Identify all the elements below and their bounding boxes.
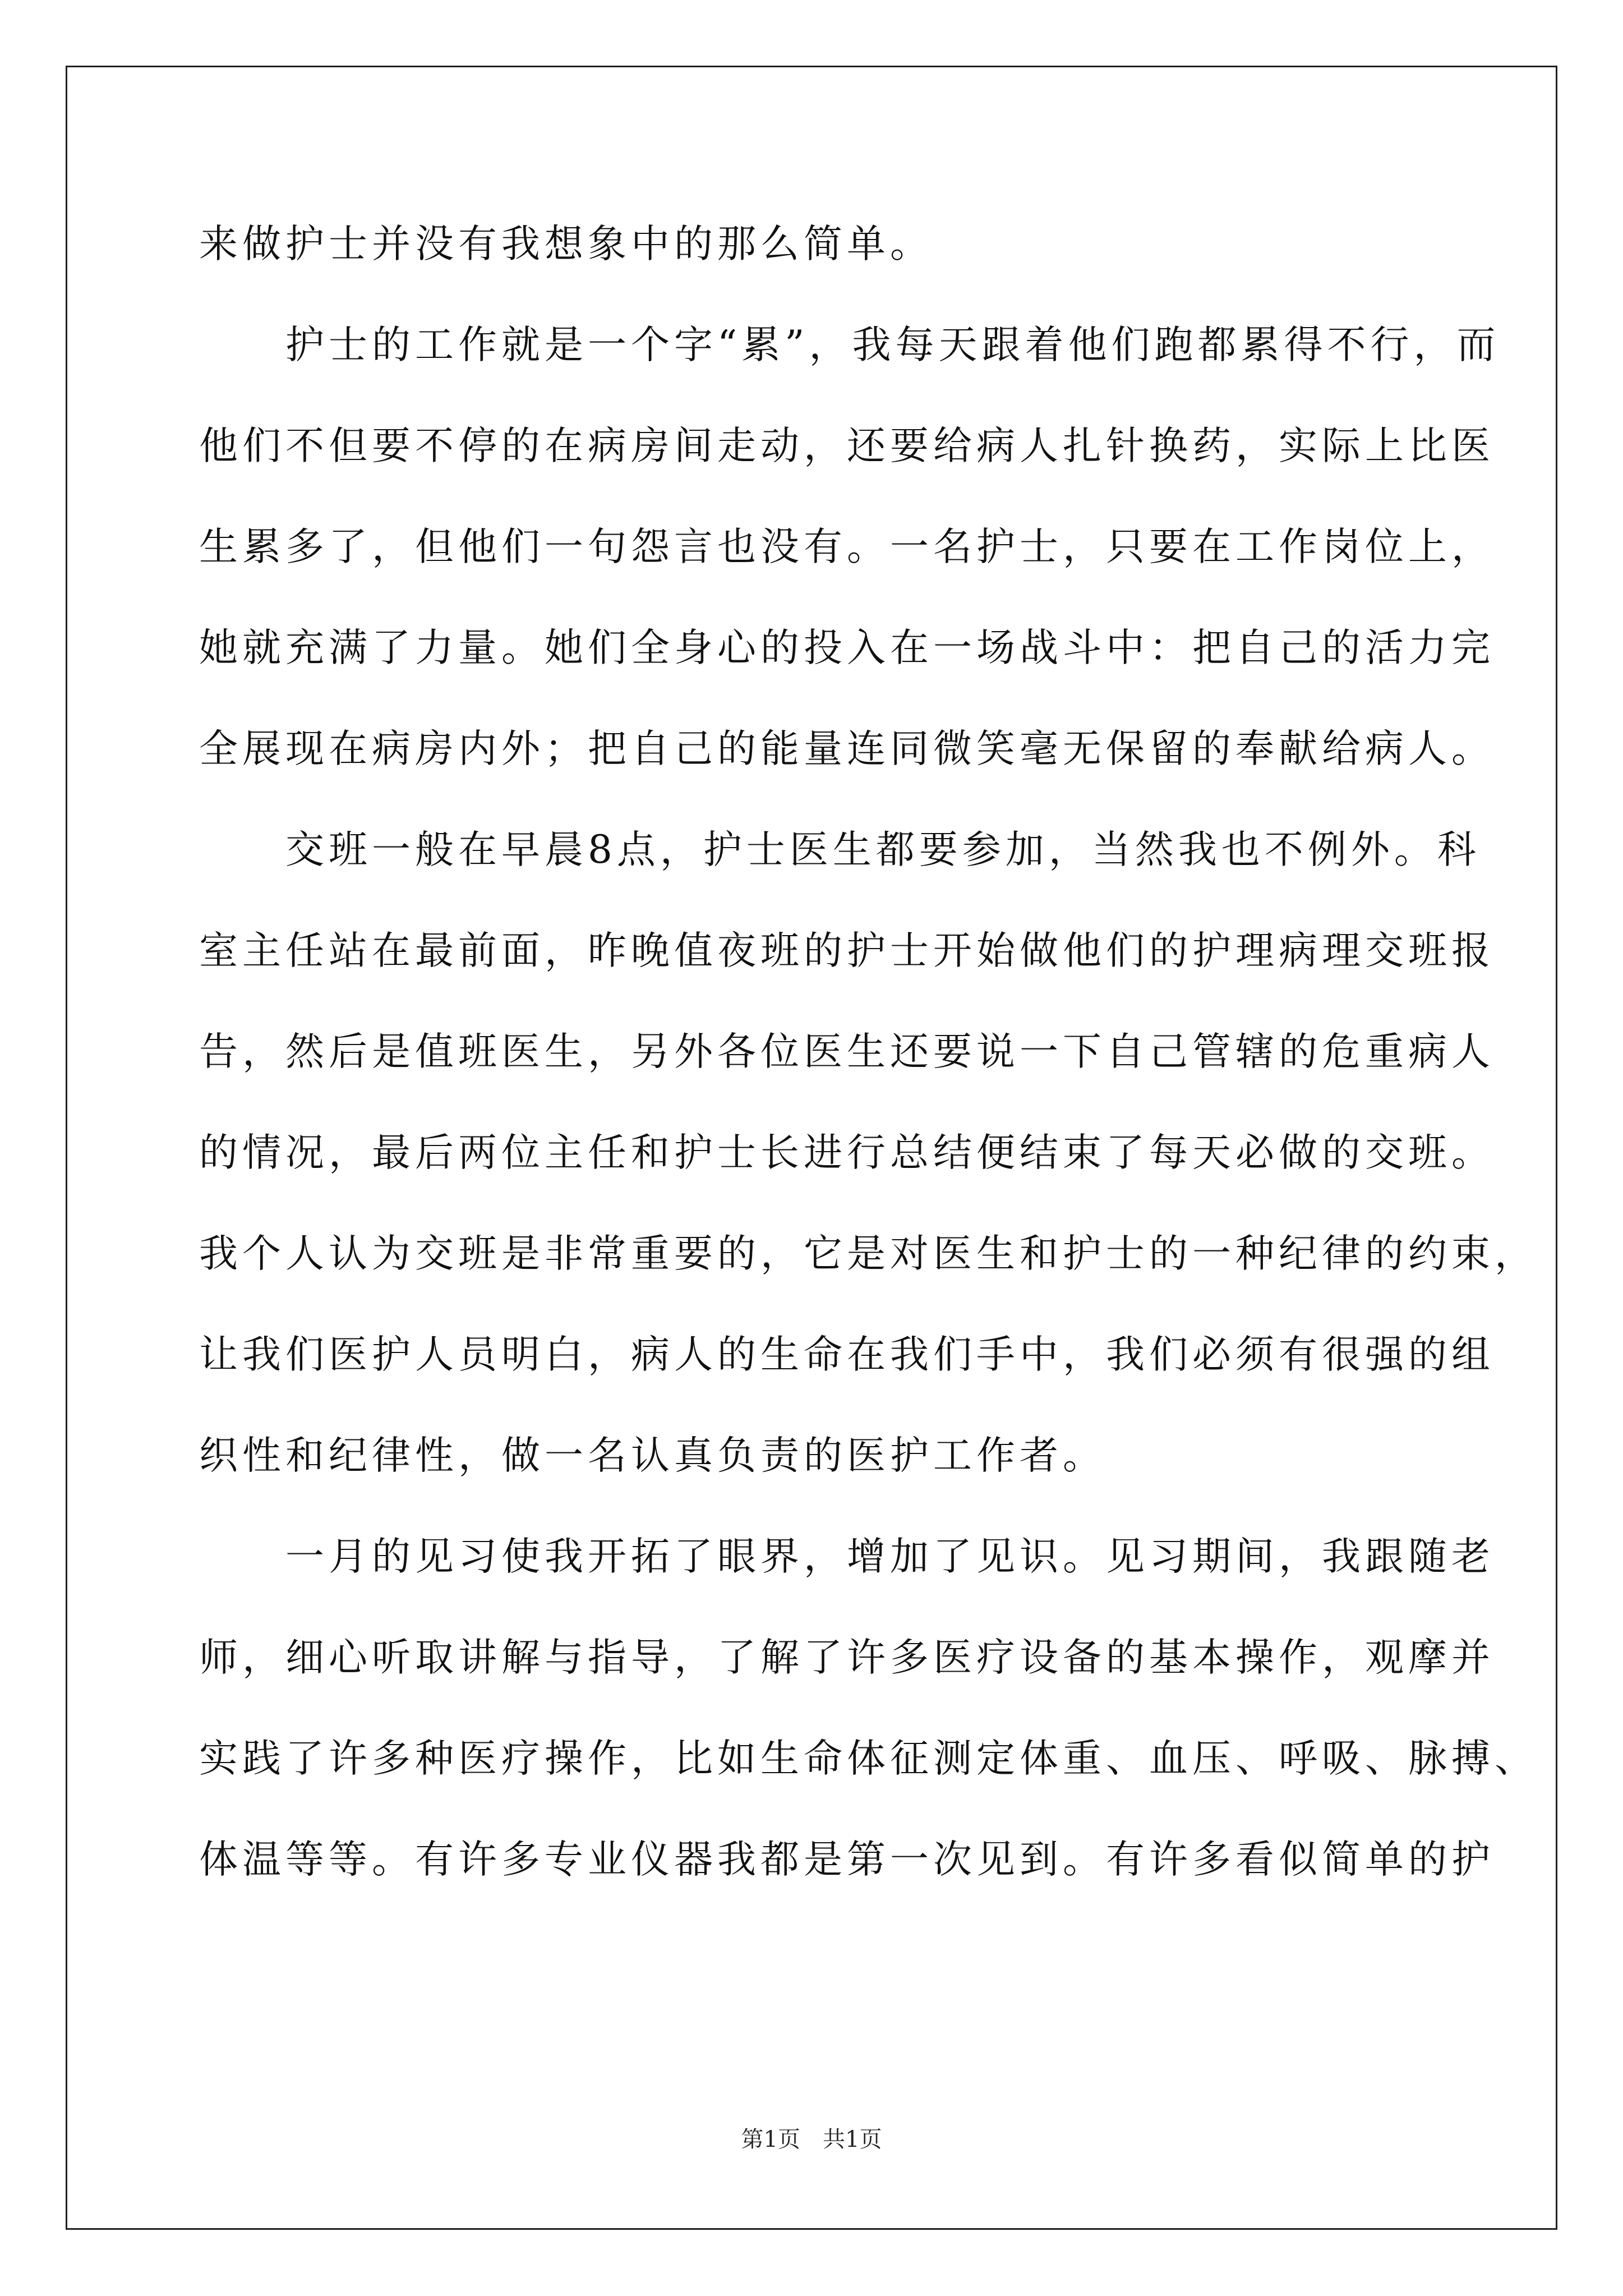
text-line: 告，然后是值班医生，另外各位医生还要说一下自己管辖的危重病人	[199, 1029, 1495, 1074]
text-line: 全展现在病房内外；把自己的能量连同微笑毫无保留的奉献给病人。	[199, 726, 1495, 771]
text-line: 织性和纪律性，做一名认真负责的医护工作者。	[199, 1433, 1106, 1478]
text-line: 让我们医护人员明白，病人的生命在我们手中，我们必须有很强的组	[199, 1332, 1495, 1377]
text-line: 一月的见习使我开拓了眼界，增加了见识。见习期间，我跟随老	[199, 1534, 1495, 1579]
text-line: 室主任站在最前面，昨晚值夜班的护士开始做他们的护理病理交班报	[199, 928, 1495, 973]
text-line: 我个人认为交班是非常重要的，它是对医生和护士的一种纪律的约束，	[199, 1231, 1538, 1276]
text-line: 交班一般在早晨8点，护士医生都要参加，当然我也不例外。科	[199, 827, 1481, 872]
text-line: 实践了许多种医疗操作，比如生命体征测定体重、血压、呼吸、脉搏、	[199, 1736, 1538, 1781]
text-line: 的情况，最后两位主任和护士长进行总结便结束了每天必做的交班。	[199, 1130, 1495, 1175]
page-number-footer: 第1页 共1页	[741, 2127, 882, 2152]
text-line: 护士的工作就是一个字“累”，我每天跟着他们跑都累得不行，而	[199, 323, 1500, 367]
text-line: 他们不但要不停的在病房间走动，还要给病人扎针换药，实际上比医	[199, 424, 1495, 468]
text-line: 她就充满了力量。她们全身心的投入在一场战斗中：把自己的活力完	[199, 625, 1495, 670]
text-line: 来做护士并没有我想象中的那么简单。	[199, 222, 933, 266]
text-line: 体温等等。有许多专业仪器我都是第一次见到。有许多看似简单的护	[199, 1837, 1495, 1882]
text-line: 生累多了，但他们一句怨言也没有。一名护士，只要在工作岗位上，	[199, 524, 1495, 569]
text-line: 师，细心听取讲解与指导，了解了许多医疗设备的基本操作，观摩并	[199, 1635, 1495, 1680]
